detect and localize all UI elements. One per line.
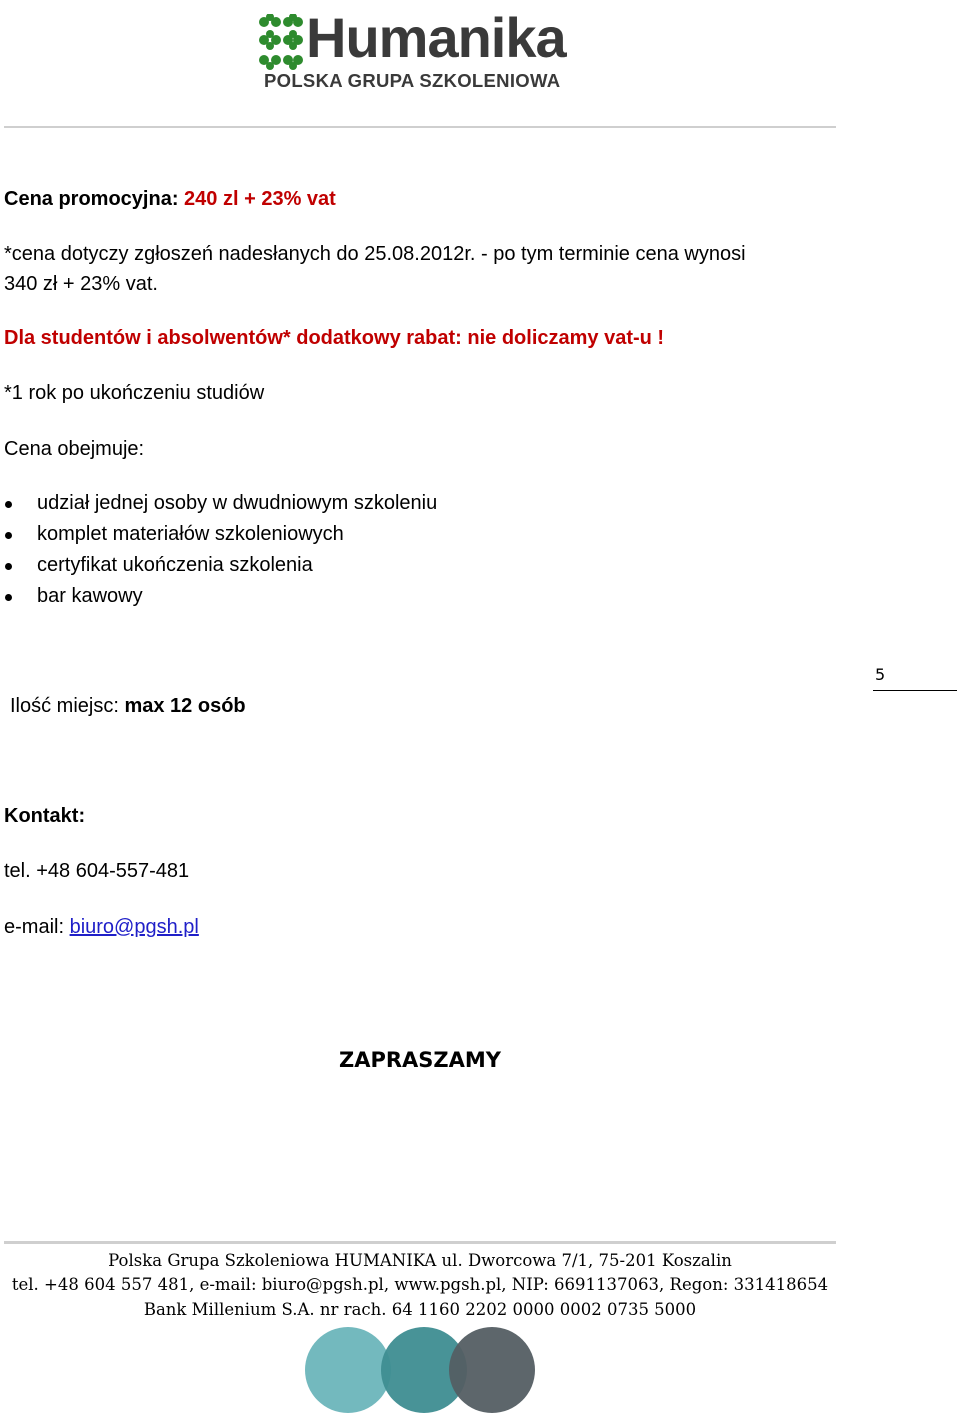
bullet-icon [5,501,12,508]
promo-value: 240 zl + 23% vat [184,188,336,210]
list-item [4,584,437,615]
footer-contact: tel. +48 604 557 481, e-mail: biuro@pgsh.pl, www.pgsh.pl, NIP: 6691137063, Regon: 331418654 [11,1275,829,1294]
invite-text: ZAPRASZAMY [338,1048,501,1072]
footer-address: Polska Grupa Szkoleniowa HUMANIKA ul. Dworcowa 7/1, 75-201 Koszalin [108,1251,732,1270]
students-discount: Dla studentów i absolwentów* dodatkowy rabat: nie doliczamy vat-u ! [4,327,665,349]
page-number-rule [873,690,957,691]
bullet-icon [5,532,12,539]
students-footnote: *1 rok po ukończeniu studiów [4,382,265,404]
company-logo [256,6,586,94]
list-item-text: udział jednej osoby w dwudniowym szkoleniu [37,492,438,514]
contact-email-row [4,915,199,939]
header-divider [4,126,836,128]
contact-phone: tel. +48 604-557-481 [4,860,190,882]
list-item-text: komplet materiałów szkoleniowych [37,523,344,545]
price-note-line1: *cena dotyczy zgłoszeń nadesłanych do 25.08.2012r. - po tym terminie cena wynosi [4,243,746,265]
promo-price [4,187,336,211]
list-item [4,553,437,584]
bullet-icon [5,563,12,570]
seats-info [10,694,246,718]
includes-heading: Cena obejmuje: [4,438,145,460]
green-clover-grid-icon [256,14,304,70]
includes-list [4,491,437,615]
email-label: e-mail: [4,916,65,938]
page-number: 5 [875,665,886,684]
logo-subtitle: POLSKA GRUPA SZKOLENIOWA [264,70,561,91]
price-note-line2: 340 zł + 23% vat. [4,273,158,295]
footer-divider [4,1241,836,1244]
promo-label: Cena promocyjna: [4,188,179,210]
logo-name: Humanika [306,6,566,69]
seats-label: Ilość miejsc: [10,695,119,717]
list-item [4,491,437,522]
list-item-text: bar kawowy [37,585,143,607]
circle-dark [449,1327,535,1413]
list-item [4,522,437,553]
email-link[interactable]: biuro@pgsh.pl [69,916,199,938]
contact-heading: Kontakt: [4,805,86,827]
list-item-text: certyfikat ukończenia szkolenia [37,554,313,576]
footer-bank: Bank Millenium S.A. nr rach. 64 1160 2202 0000 0002 0735 5000 [143,1300,697,1319]
decorative-circles [304,1326,536,1416]
bullet-icon [5,594,12,601]
circle-light [305,1327,391,1413]
seats-value: max 12 osób [124,695,246,717]
